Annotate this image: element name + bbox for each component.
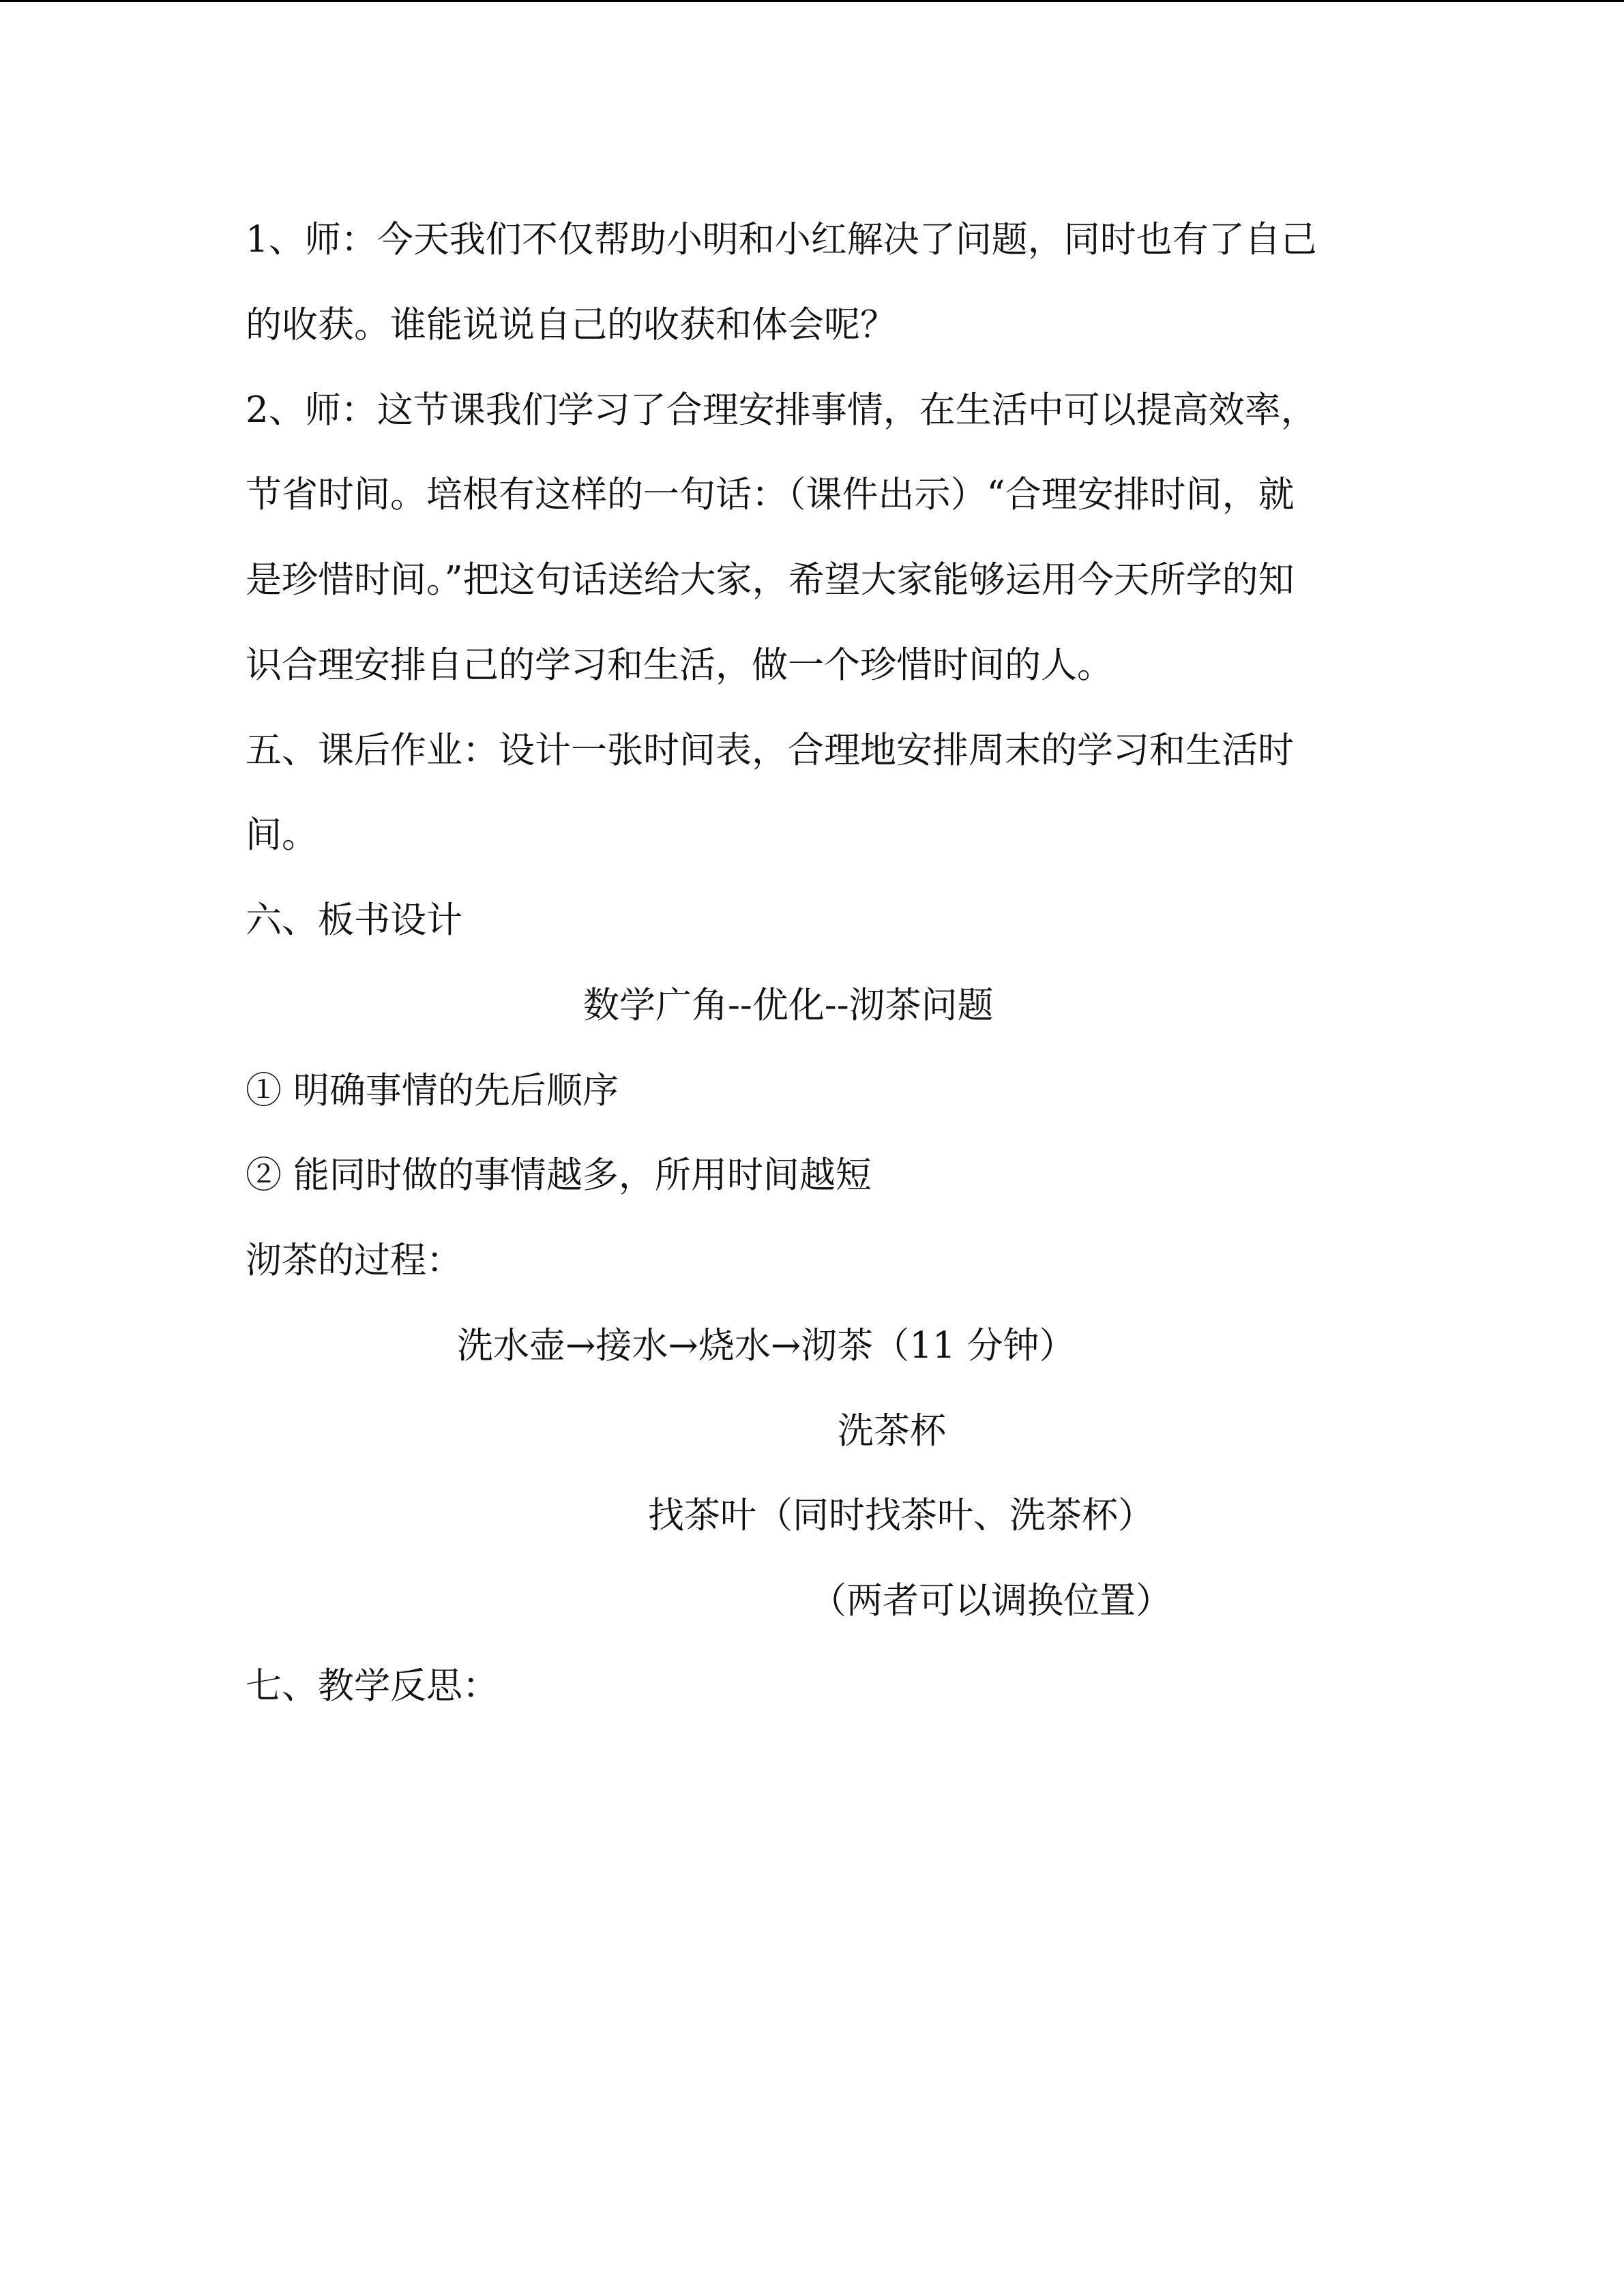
paragraph-line: 间。 xyxy=(246,814,318,856)
reflection-heading: 七、教学反思： xyxy=(246,1665,499,1707)
board-point-1: ① 明确事情的先后顺序 xyxy=(246,1070,619,1112)
wash-cups-step: 洗茶杯 xyxy=(838,1410,946,1452)
swap-note: （两者可以调换位置） xyxy=(810,1580,1172,1622)
paragraph-line: 2、师：这节课我们学习了合理安排事情，在生活中可以提高效率， xyxy=(246,389,1317,431)
board-title: 数学广角--优化--沏茶问题 xyxy=(583,985,994,1026)
find-tea-step: 找茶叶（同时找茶叶、洗茶杯） xyxy=(648,1495,1154,1536)
process-flow: 洗水壶→接水→烧水→沏茶（11 分钟） xyxy=(457,1325,1076,1367)
page-top-border xyxy=(0,0,1624,2)
section-heading: 六、板书设计 xyxy=(246,899,462,941)
process-label: 沏茶的过程： xyxy=(246,1240,462,1281)
board-point-2: ② 能同时做的事情越多，所用时间越短 xyxy=(246,1154,872,1196)
paragraph-line: 是珍惜时间。”把这句话送给大家，希望大家能够运用今天所学的知 xyxy=(246,559,1295,601)
paragraph-line: 五、课后作业：设计一张时间表，合理地安排周末的学习和生活时 xyxy=(246,730,1294,771)
paragraph-line: 识合理安排自己的学习和生活，做一个珍惜时间的人。 xyxy=(246,644,1113,686)
paragraph-line: 1、师：今天我们不仅帮助小明和小红解决了问题，同时也有了自己 xyxy=(246,219,1317,260)
paragraph-line: 的收获。谁能说说自己的收获和体会呢？ xyxy=(246,304,896,346)
paragraph-line: 节省时间。培根有这样的一句话：（课件出示）“合理安排时间，就 xyxy=(246,474,1295,516)
